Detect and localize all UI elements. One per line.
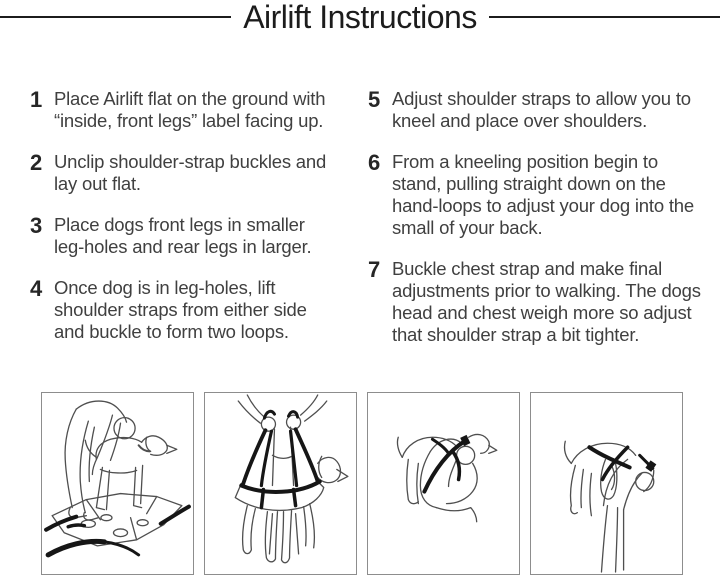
step-3-number: 3 <box>30 213 43 238</box>
step-4 <box>30 277 338 343</box>
step-4-text: Once dog is in leg-holes, lift shoulder straps from either side and buckle to form two loops. <box>54 277 307 342</box>
step-3-text: Place dogs front legs in smaller leg-holes and rear legs in larger. <box>54 214 312 257</box>
step-5-number: 5 <box>368 87 381 112</box>
instructions-column-right <box>368 88 706 365</box>
figure-box-4 <box>530 392 683 575</box>
step-7-text: Buckle chest strap and make final adjustments prior to walking. The dogs head and chest weigh more so adjust that shoulder strap a bit tighter. <box>392 258 701 345</box>
step-7 <box>368 258 706 346</box>
step-3 <box>30 214 338 258</box>
title-rule-left <box>0 16 231 18</box>
figure-box-1 <box>41 392 194 575</box>
step-2-number: 2 <box>30 150 43 175</box>
instructions <box>30 88 706 365</box>
step-7-number: 7 <box>368 257 381 282</box>
lift-strap-loops-icon <box>205 393 356 574</box>
step-1-text: Place Airlift flat on the ground with “inside, front legs” label facing up. <box>54 88 326 131</box>
header <box>0 0 720 34</box>
step-5 <box>368 88 706 132</box>
figure-row <box>41 392 683 575</box>
title-rule-right <box>489 16 720 18</box>
dog-on-flat-airlift-icon <box>42 393 193 574</box>
step-4-number: 4 <box>30 276 43 301</box>
instructions-column-left <box>30 88 338 365</box>
step-5-text: Adjust shoulder straps to allow you to kneel and place over shoulders. <box>392 88 691 131</box>
step-2 <box>30 151 338 195</box>
step-1-number: 1 <box>30 87 43 112</box>
step-6-text: From a kneeling position begin to stand, pulling straight down on the hand-loops to adjust your dog into the small of your back. <box>392 151 694 238</box>
step-6 <box>368 151 706 239</box>
figure-box-2 <box>204 392 357 575</box>
kneel-over-shoulders-icon <box>368 393 519 574</box>
step-1 <box>30 88 338 132</box>
step-2-text: Unclip shoulder-strap buckles and lay out flat. <box>54 151 327 194</box>
page-title: Airlift Instructions <box>243 0 477 35</box>
stand-and-carry-icon <box>531 393 682 574</box>
figure-box-3 <box>367 392 520 575</box>
step-6-number: 6 <box>368 150 381 175</box>
